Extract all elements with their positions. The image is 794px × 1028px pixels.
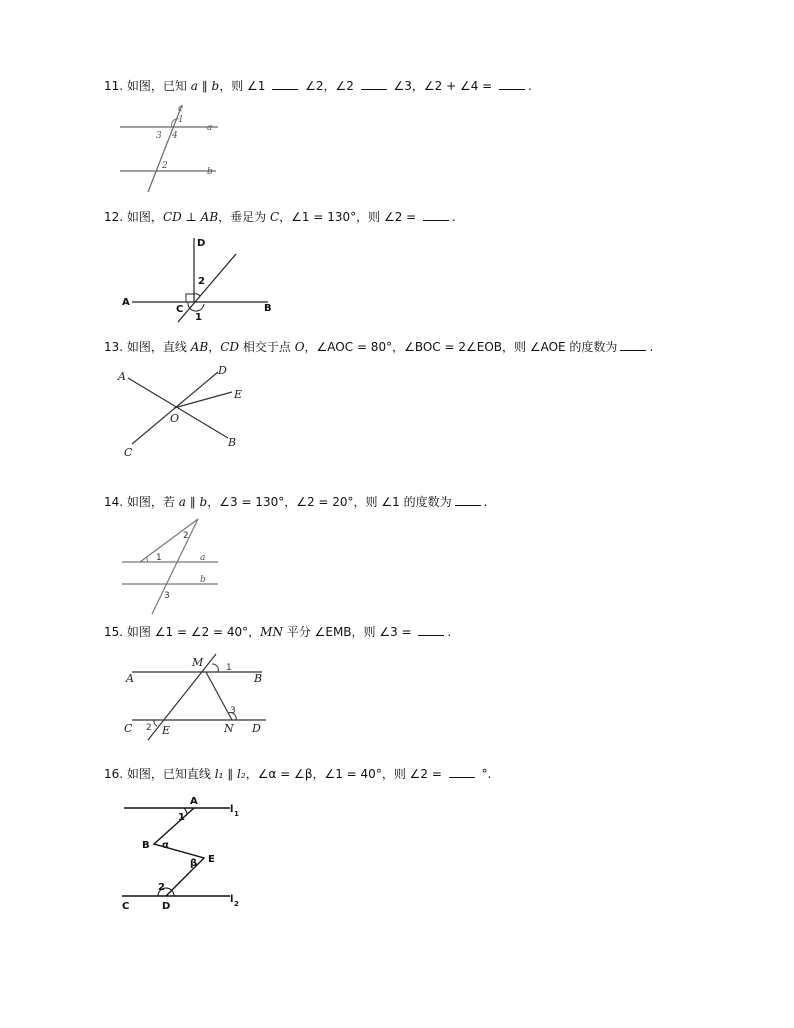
math-var: O — [294, 340, 305, 354]
label-3: 3 — [164, 591, 170, 601]
math-var: C — [269, 210, 280, 224]
question-16 — [104, 766, 491, 782]
label-2: 2 — [162, 161, 168, 171]
math-var: MN — [260, 625, 283, 639]
question-text: 如图，若 — [126, 495, 179, 509]
answer-blank[interactable] — [455, 494, 481, 506]
question-text: . — [483, 495, 488, 509]
label-2: 2 — [198, 276, 205, 287]
label-D: D — [252, 722, 261, 735]
label-a: a — [207, 123, 213, 133]
math-var: a — [178, 495, 186, 509]
question-text: °. — [477, 767, 492, 781]
label-1: 1 — [178, 115, 184, 125]
transversal-EM — [148, 654, 216, 740]
line-c — [148, 105, 182, 192]
label-l2: l — [230, 894, 234, 905]
question-number: 13. — [104, 340, 124, 354]
question-text: ，∠1 = 130°，则 ∠2 = — [279, 210, 421, 224]
question-text: ，则 ∠1 — [219, 79, 270, 93]
answer-blank[interactable] — [423, 209, 449, 221]
figure-12-svg — [118, 232, 278, 324]
figure-11-svg — [116, 102, 226, 194]
question-text: ，∠3 = 130°，∠2 = 20°，则 ∠1 的度数为 — [207, 495, 452, 509]
label-A: A — [118, 370, 126, 383]
question-text: 如图， — [126, 210, 163, 224]
question-text: ∠3，∠2 + ∠4 = — [389, 79, 497, 93]
math-expr: CD ⊥ AB — [162, 210, 219, 224]
question-text: . — [649, 340, 654, 354]
label-C: C — [176, 304, 184, 315]
figure-13-svg — [116, 362, 256, 462]
figure-13 — [116, 362, 256, 462]
label-C: C — [122, 901, 130, 912]
label-B: B — [142, 840, 150, 851]
label-1: 1 — [178, 812, 185, 823]
answer-blank[interactable] — [620, 339, 646, 351]
slant-line — [140, 519, 198, 562]
figure-12 — [118, 232, 278, 324]
question-number: 12. — [104, 210, 124, 224]
transversal — [178, 254, 236, 322]
label-4: 4 — [172, 131, 178, 141]
math-var: b — [211, 79, 220, 93]
line-AB — [128, 378, 228, 438]
label-B: B — [254, 672, 263, 685]
math-var: a — [190, 79, 198, 93]
question-text: ∥ — [223, 767, 238, 781]
label-O: O — [170, 412, 180, 425]
figure-14 — [118, 516, 228, 616]
question-text: . — [528, 79, 532, 93]
label-E: E — [208, 854, 215, 865]
ray-OE — [174, 392, 232, 408]
question-number: 16. — [104, 767, 124, 781]
question-14 — [104, 494, 487, 510]
angle-arc-1 — [188, 302, 204, 311]
label-B: B — [264, 303, 272, 314]
figure-15-svg — [118, 650, 278, 742]
label-c: c — [178, 104, 184, 114]
question-number: 11. — [104, 79, 124, 93]
label-1: 1 — [156, 553, 162, 563]
question-text: ∥ — [197, 79, 212, 93]
question-text: 相交于点 — [239, 340, 295, 354]
label-l1-sub: 1 — [234, 810, 239, 818]
angle-arc-1 — [147, 557, 148, 562]
figure-14-svg — [118, 516, 228, 616]
question-text: 如图，已知直线 — [126, 767, 215, 781]
label-B: B — [228, 436, 237, 449]
question-number: 14. — [104, 495, 124, 509]
angle-arc-1 — [212, 664, 218, 672]
answer-blank[interactable] — [272, 78, 298, 90]
answer-blank[interactable] — [449, 766, 475, 778]
figure-15 — [118, 650, 278, 742]
math-var: CD — [220, 340, 240, 354]
question-text: . — [452, 210, 456, 224]
label-b: b — [207, 167, 213, 177]
question-text: . — [447, 625, 452, 639]
math-var: AB — [190, 340, 209, 354]
question-text: 如图 ∠1 = ∠2 = 40°， — [126, 625, 261, 639]
label-E: E — [162, 724, 171, 737]
label-D: D — [218, 364, 227, 377]
answer-blank[interactable] — [499, 78, 525, 90]
question-text: ，∠AOC = 80°，∠BOC = 2∠EOB，则 ∠AOE 的度数为 — [304, 340, 618, 354]
label-D: D — [162, 901, 171, 912]
question-15 — [104, 624, 451, 640]
label-alpha: α — [162, 840, 169, 851]
question-13 — [104, 339, 653, 355]
transversal — [152, 519, 198, 614]
label-l1: l — [230, 804, 234, 815]
label-1: 1 — [195, 312, 202, 323]
right-angle-mark — [186, 294, 194, 302]
answer-blank[interactable] — [418, 624, 444, 636]
label-D: D — [197, 238, 206, 249]
question-text: ，∠α = ∠β，∠1 = 40°，则 ∠2 = — [245, 767, 446, 781]
label-A: A — [126, 672, 134, 685]
label-3: 3 — [156, 131, 162, 141]
label-2: 2 — [158, 882, 165, 893]
label-A: A — [190, 796, 198, 807]
question-text: 如图，直线 — [126, 340, 191, 354]
label-C: C — [124, 722, 133, 735]
label-3: 3 — [230, 706, 236, 716]
answer-blank[interactable] — [361, 78, 387, 90]
label-A: A — [122, 297, 130, 308]
label-b: b — [200, 575, 206, 585]
question-text: 如图，已知 — [126, 79, 191, 93]
question-text: ∠2，∠2 — [301, 79, 358, 93]
math-var: l₂ — [237, 767, 246, 781]
question-number: 15. — [104, 625, 124, 639]
figure-16-svg — [118, 792, 258, 914]
label-1: 1 — [226, 663, 232, 673]
question-text: ∥ — [185, 495, 200, 509]
label-l2-sub: 2 — [234, 900, 239, 908]
figure-11 — [116, 102, 226, 194]
math-var: l₁ — [214, 767, 224, 781]
label-a: a — [200, 553, 206, 563]
question-text: ，垂足为 — [218, 210, 270, 224]
angle-arc-2 — [194, 294, 200, 296]
label-M: M — [192, 656, 204, 669]
label-C: C — [124, 446, 133, 459]
angle-arc-2 — [154, 720, 157, 726]
label-N: N — [224, 722, 234, 735]
question-11 — [104, 78, 532, 94]
label-2: 2 — [183, 531, 189, 541]
label-E: E — [234, 388, 243, 401]
question-text: ， — [208, 340, 221, 354]
figure-16 — [118, 792, 258, 914]
label-beta: β — [190, 858, 198, 869]
math-var: b — [199, 495, 208, 509]
question-text: 平分 ∠EMB，则 ∠3 = — [282, 625, 416, 639]
question-12 — [104, 209, 456, 225]
label-2: 2 — [146, 723, 152, 733]
